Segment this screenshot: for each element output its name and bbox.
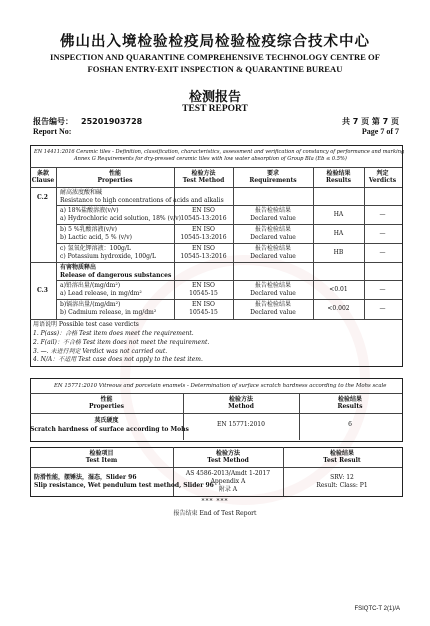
report-number-label-en: Report No: xyxy=(33,127,72,136)
s3-col-test-item: 检验项目 Test Item xyxy=(85,450,118,465)
col-properties: 性能 Properties xyxy=(97,170,133,185)
s2-col-method: 检验方法 Method xyxy=(228,396,254,411)
c2-title-cn: 耐高浓度酸和碱 xyxy=(60,189,103,196)
col-verdicts: 判定 Verdicts xyxy=(368,170,397,185)
standard-title-line2: Annex G Requirements for dry-pressed ceramic tiles with low water absorption of Group BIa (Eb ≤ 0.5%) xyxy=(74,156,347,162)
s2-col-results: 检验结果 Results xyxy=(337,396,363,411)
c3-title-cn: 有害物质释出 xyxy=(60,264,97,271)
s3-col-test-method: 检验方法 Test Method xyxy=(207,450,249,465)
s2-col-properties: 性能 Properties xyxy=(88,396,125,411)
standard-title-line1: EN 14411:2016 Ceramic tiles - Definition, classification, characteristics, assessment and verification of constancy of performance and marking xyxy=(34,149,405,155)
report-title-en: TEST REPORT xyxy=(182,104,248,114)
clause-c2: C.2 xyxy=(37,194,48,201)
page-count-en: Page 7 of 7 xyxy=(361,127,399,136)
section2-standard: EN 15771:2010 Vitreous and porcelain enamels - Determination of surface scratch hardness according to the Mohs scale xyxy=(54,383,387,389)
form-number: FSIQTC-T 2(1)/A xyxy=(354,606,400,612)
col-test-method: 检验方法 Test Method xyxy=(182,170,225,185)
c3-title-en: Release of dangerous substances xyxy=(60,272,172,279)
org-name-cn: 佛山出入境检验检疫局检验检疫综合技术中心 xyxy=(60,34,370,50)
org-name-en-line1: INSPECTION AND QUARANTINE COMPREHENSIVE TECHNOLOGY CENTRE OF xyxy=(50,52,380,62)
c2-title-en: Resistance to high concentrations of acids and alkalis xyxy=(60,197,224,204)
clause-c3: C.3 xyxy=(37,287,48,294)
report-number: 报告编号： 25201903728 xyxy=(33,117,143,126)
org-name-en-line2: FOSHAN ENTRY-EXIT INSPECTION & QUARANTINE BUREAU xyxy=(87,64,343,74)
page-count-cn: 共 7 页 第 7 页 xyxy=(341,117,399,126)
report-title-cn: 检测报告 xyxy=(188,90,241,105)
col-results: 检验结果 Results xyxy=(326,170,351,185)
end-stars: *** *** xyxy=(201,498,229,505)
end-of-report: 报告结束 End of Test Report xyxy=(173,510,257,517)
col-clause: 条款 Clause xyxy=(31,170,55,185)
col-requirements: 要求 Requirements xyxy=(249,170,297,185)
s3-col-test-result: 检验结果 Test Result xyxy=(323,450,361,465)
